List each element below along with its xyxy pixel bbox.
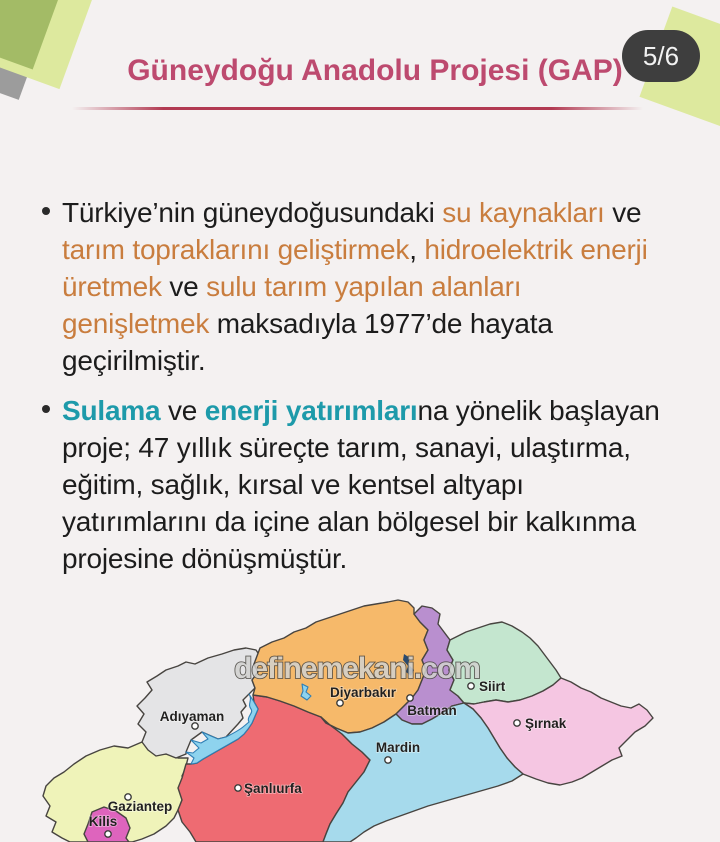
text-segment: ve xyxy=(160,395,205,426)
province-label-sanliurfa: Şanlıurfa xyxy=(244,781,302,796)
gap-region-map xyxy=(30,592,720,842)
bullet-dot xyxy=(42,207,50,215)
title-divider xyxy=(72,107,643,110)
page-indicator-badge: 5/6 xyxy=(622,30,700,82)
city-marker-sanliurfa xyxy=(235,785,241,791)
bullet-text xyxy=(62,197,648,376)
page-title: Güneydoğu Anadolu Projesi (GAP) xyxy=(127,54,623,87)
province-label-diyarbakir: Diyarbakır xyxy=(329,685,397,700)
map-svg xyxy=(30,592,720,842)
text-segment: sulu tarım yapılan alanları genişletmek xyxy=(62,271,522,339)
map-watermark: definemekani.com xyxy=(234,652,480,685)
province-label-sirnak: Şırnak xyxy=(525,716,567,731)
bullet-text xyxy=(62,395,660,574)
city-marker-diyarbakir xyxy=(337,700,343,706)
text-segment: , xyxy=(409,234,425,265)
province-label-kilis: Kilis xyxy=(88,814,118,829)
city-marker-sirnak xyxy=(514,720,520,726)
text-segment: ve xyxy=(604,197,642,228)
province-label-mardin: Mardin xyxy=(375,740,421,755)
text-segment: maksadıyla 1977’de hayata geçirilmiştir. xyxy=(62,308,553,376)
city-marker-kilis xyxy=(105,831,111,837)
text-segment: ve xyxy=(161,271,207,302)
province-label-gaziantep: Gaziantep xyxy=(107,799,173,814)
text-segment: su kaynakları xyxy=(442,197,605,228)
province-label-adiyaman: Adıyaman xyxy=(159,709,225,724)
text-segment: Türkiye’nin güneydoğusundaki xyxy=(62,197,443,228)
text-segment: enerji yatırımları xyxy=(204,395,418,426)
bullet-item-purpose xyxy=(62,194,664,379)
text-segment: tarım topraklarını geliştirmek xyxy=(62,234,410,265)
text-segment: na yönelik başlayan proje; 47 yıllık süreçte tarım, sanayi, ulaştırma, eğitim, sağlık, kırsal ve kentsel altyapı yatırımlarını da içine alan bölgesel bir kalkınma projesine dönüşmüştür. xyxy=(62,395,660,574)
text-segment: hidroelektrik enerji üretmek xyxy=(62,234,648,302)
bullet-item-scope xyxy=(62,392,664,577)
city-marker-mardin xyxy=(385,757,391,763)
text-segment: Sulama xyxy=(62,395,161,426)
province-label-siirt: Siirt xyxy=(479,679,506,694)
province-label-batman: Batman xyxy=(407,703,457,718)
city-marker-batman xyxy=(407,695,413,701)
bullet-dot xyxy=(42,405,50,413)
